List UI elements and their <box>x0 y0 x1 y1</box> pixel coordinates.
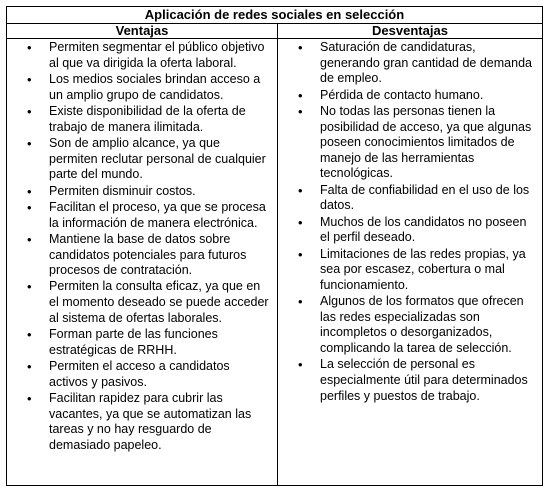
bullet-icon: • <box>298 294 303 310</box>
list-item-text: La selección de personal es especialmente útil para determinados perfiles y puestos de trabajo. <box>320 357 528 403</box>
bullet-icon: • <box>27 183 32 199</box>
list-item <box>7 359 277 390</box>
bullet-icon: • <box>27 103 32 119</box>
bullet-icon: • <box>298 246 303 262</box>
list-item-text: Permiten segmentar el público objetivo al que va dirigida la oferta laboral. <box>49 40 265 70</box>
list-item <box>7 391 277 453</box>
list-item <box>278 357 542 404</box>
header-ventajas: Ventajas <box>115 23 169 38</box>
desventajas-list <box>278 39 542 404</box>
list-item-text: Permiten la consulta eficaz, ya que en el momento deseado se puede acceder al sistema de ofertas laborales. <box>49 279 269 325</box>
bullet-icon: • <box>27 71 32 87</box>
ventajas-list <box>7 39 277 453</box>
ventajas-cell <box>7 39 277 486</box>
list-item <box>7 72 277 103</box>
comparison-table <box>6 6 543 486</box>
desventajas-cell <box>277 39 542 486</box>
bullet-icon: • <box>298 103 303 119</box>
list-item-text: Limitaciones de las redes propias, ya sea por escasez, cobertura o mal funcionamiento. <box>320 246 526 292</box>
bullet-icon: • <box>27 199 32 215</box>
list-item <box>278 215 542 246</box>
bullet-icon: • <box>298 214 303 230</box>
list-item <box>7 40 277 71</box>
list-item-text: Pérdida de contacto humano. <box>320 87 484 102</box>
bullet-icon: • <box>27 279 32 295</box>
list-item <box>278 40 542 87</box>
table-title: Aplicación de redes sociales en selección <box>7 7 542 24</box>
list-item-text: Mantiene la base de datos sobre candidatos potenciales para futuros procesos de contratación. <box>49 231 247 278</box>
list-item-text: Falta de confiabilidad en el uso de los datos. <box>320 182 530 213</box>
bullet-icon: • <box>27 135 32 151</box>
list-item <box>7 200 277 231</box>
list-item <box>278 294 542 356</box>
list-item <box>278 88 542 104</box>
list-item-text: Son de amplio alcance, ya que permiten reclutar personal de cualquier parte del mundo. <box>49 135 266 182</box>
list-item <box>278 183 542 214</box>
bullet-icon: • <box>27 327 32 343</box>
bullet-icon: • <box>298 87 303 103</box>
bullet-icon: • <box>27 40 32 55</box>
list-item <box>7 327 277 358</box>
list-item-text: Permiten disminuir costos. <box>49 183 196 198</box>
list-item-text: No todas las personas tienen la posibilidad de acceso, ya que algunas poseen conocimientos limitados de manejo de las herramientas tecnológicas. <box>320 103 532 181</box>
list-item-text: Permiten el acceso a candidatos activos y pasivos. <box>49 359 230 389</box>
list-item-text: Facilitan el proceso, ya que se procesa la información de manera electrónica. <box>49 199 266 230</box>
bullet-icon: • <box>298 40 303 55</box>
list-item-text: Forman parte de las funciones estratégicas de RRHH. <box>49 327 218 357</box>
list-item <box>7 279 277 326</box>
bullet-icon: • <box>27 359 32 375</box>
list-item-text: Los medios sociales brindan acceso a un amplio grupo de candidatos. <box>49 71 261 102</box>
list-item-text: Facilitan rapidez para cubrir las vacantes, ya que se automatizan las tareas y no hay resguardo de demasiado papeleo. <box>49 391 252 452</box>
list-item <box>278 104 542 182</box>
header-row <box>7 24 542 39</box>
bullet-icon: • <box>298 182 303 198</box>
list-item-text: Muchos de los candidatos no poseen el perfil deseado. <box>320 214 527 245</box>
bullet-icon: • <box>27 391 32 407</box>
list-item-text: Existe disponibilidad de la oferta de trabajo de manera ilimitada. <box>49 103 246 134</box>
bullet-icon: • <box>27 231 32 247</box>
list-item <box>7 232 277 279</box>
list-item <box>7 104 277 135</box>
bullet-icon: • <box>298 357 303 373</box>
list-item <box>7 136 277 183</box>
header-desventajas: Desventajas <box>277 24 542 38</box>
body-row <box>7 39 542 486</box>
list-item-text: Algunos de los formatos que ofrecen las redes especializadas son incompletos o desorganizados, complicando la tarea de selección. <box>320 294 524 356</box>
list-item <box>7 184 277 200</box>
list-item-text: Saturación de candidaturas, generando gran cantidad de demanda de empleo. <box>320 40 532 86</box>
list-item <box>278 247 542 294</box>
